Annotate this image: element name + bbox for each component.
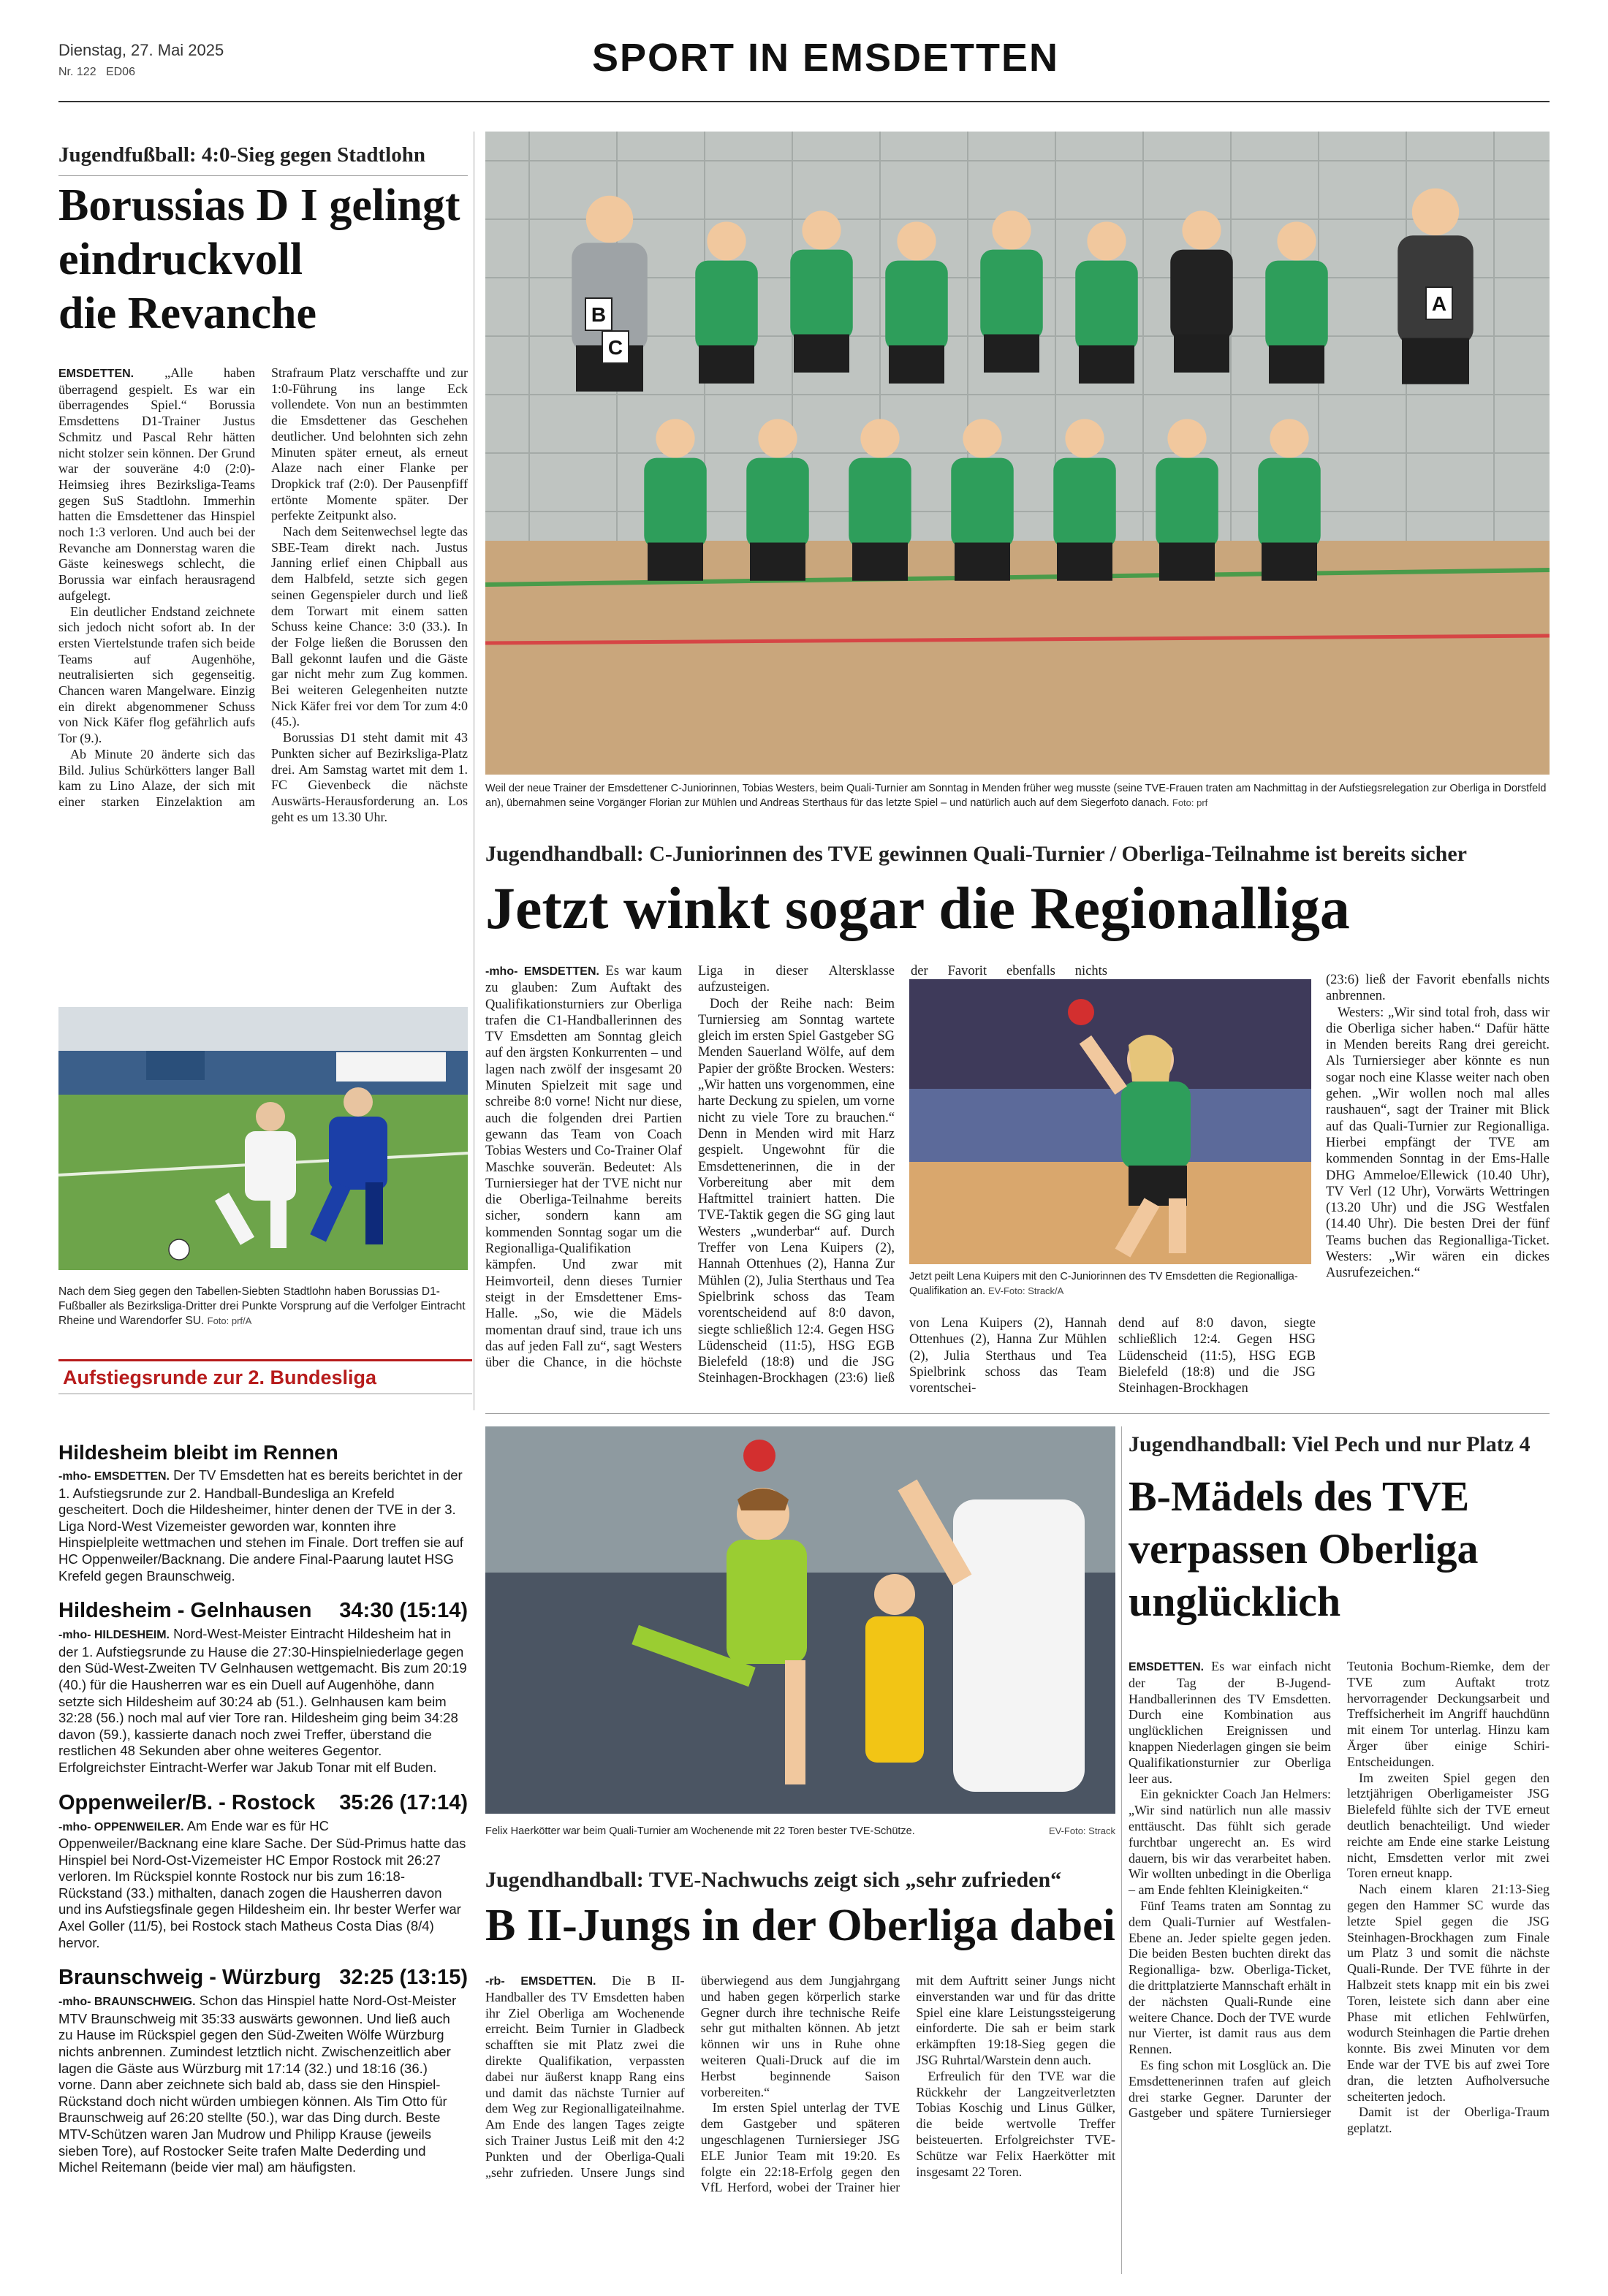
paragraph: (23:6) ließ der Favorit ebenfalls nichts anbrennen.: [1326, 973, 1550, 1004]
paragraph: EMSDETTEN. Es war einfach nicht der Tag der B-Jugend-Handballerinnen des TV Emsdetten. Durch eine Kombination aus unglücklichen Ereignissen und knappen Niederlagen gingen sie beim Qualifikationsturnier zur Oberliga leer aus.: [1129, 1659, 1331, 1786]
photo-credit: Foto: prf: [1172, 797, 1208, 808]
game-score: 34:30 (15:14): [339, 1599, 468, 1623]
felix-photo: [485, 1426, 1115, 1814]
svg-text:A: A: [1431, 292, 1447, 315]
header-rule: [58, 101, 1550, 102]
felix-caption: Felix Haerkötter war beim Quali-Turnier am Wochenende mit 22 Toren bester TVE-Schütze. EV-Foto: Strack: [485, 1825, 1115, 1837]
game-teams: Oppenweiler/B. - Rostock: [58, 1790, 316, 1814]
dateline: EMSDETTEN.: [58, 368, 134, 380]
lanyard-badge: [585, 298, 612, 330]
regionalliga-headline: Jetzt winkt sogar die Regionalliga: [485, 875, 1350, 941]
bii-body: [485, 1973, 1115, 2273]
issue-number: [58, 66, 135, 79]
paragraph: Nach einem klaren 21:13-Sieg gegen den Hammer SC wurde das letzte Spiel gegen die JSG Steinhagen-Brockhagen zum Finale um Platz 3 und somit die nächste Quali-Runde. Der TVE führte in der Halbzeit stets knapp mit ein bis zwei Toren, leistete sich dann aber eine Phase mit etlichen Fehlwürfen, wodurch Steinhagen die Partie drehen konnte. Bis zwei Minuten vor dem Ende war der TVE bis auf zwei Tore dran, die letzten Aufholversuche scheiterten jedoch.: [1347, 1882, 1550, 2104]
game-heading: [58, 1966, 468, 1990]
column-divider: [1121, 1426, 1122, 2274]
football-photo: [58, 1007, 468, 1270]
game-text: -mho- OPPENWEILER. Am Ende war es für HC Oppenweiler/Backnang eine klare Sache. Der Süd-Primus hatte das Hinspiel bei Nord-Ost-Vizemeister HC Empor Rostock mit 26:27 verloren. Im Rückspiel konnte Rostock nur bis zum 16:18-Rückstand (33.) mithalten, danach zogen die Hausherren davon und ins Aufstiegsfinale gegen Hildesheim ein. Ihr bester Werfer war Axel Goller (11/5), bei Rostock stach Matheus Costa Dias (8/4) hervor.: [58, 1817, 466, 1950]
paragraph: -rb- EMSDETTEN. Die B II-Handballer des TV Emsdetten haben ihr Ziel Oberliga am Wochenende erreicht. Beim Turnier in Gladbeck schafften sie mit Platz zwei die direkte Qualifikation, verpassten dabei nur äußerst knapp Rang eins und damit das nächste Turnier auf dem Weg zur Regionalligateilnahme. Am Ende des langen Tages zeigte sich Trainer Justus Leiß mit den 4:2 Punkten und der Oberliga-Quali „sehr zufrieden. Unsere Jungs sind überwiegend aus dem Jungjahrgang und haben gegen körperlich starke Gegner durch ihre technische Reife sehr gut mithalten können. Ab jetzt können wir uns in Ruhe ohne weiteren Quali-Druck auf die im Herbst beginnende Saison vorbereiten.“: [485, 1973, 900, 2180]
paragraph: Damit ist der Oberliga-Traum geplatzt.: [1347, 2105, 1550, 2136]
paragraph: Es fing schon mit Losglück an. Die Emsdettenerinnen trafen auf gleich drei starke Gegner. Darunter der Gastgeber und spätere Turniersieger Teutonia Bochum-Riemke, dem der TVE zum Auftakt trotz hervorragender Deckungsarbeit und Treffsicherheit im Angriff hauchdünn mit einem Tor unterlag. Hinzu kam Ärger über einige Schiri-Entscheidungen.: [1129, 1659, 1550, 2121]
headline-line: unglücklich: [1129, 1578, 1341, 1625]
svg-text:B: B: [591, 303, 607, 326]
team-photo: [485, 132, 1550, 775]
section-title: SPORT IN EMSDETTEN: [592, 36, 1060, 80]
kicker-rule: [58, 175, 468, 176]
paragraph: Ein geknickter Coach Jan Helmers: „Wir sind natürlich nun alle massiv enttäuscht. Das fühlt sich gerade furchtbar ungerecht an. Es wird dauern, bis wir das verarbeitet haben. Wir wollten unbedingt in die Oberliga – am Ende fehlten Kleinigkeiten.“: [1129, 1787, 1331, 1898]
dateline: -mho- EMSDETTEN.: [485, 965, 599, 978]
svg-text:C: C: [607, 336, 623, 359]
paragraph: Borussias D1 steht damit mit 43 Punkten sicher auf Bezirksliga-Platz drei. Am Samstag wartet mit dem 1. FC Gievenbeck die nächste Auswärts-Herausforderung an. Los geht es um 13.30 Uhr.: [271, 730, 468, 824]
headline-line: eindruckvoll: [58, 235, 303, 284]
lanyard-badge: [602, 331, 629, 363]
headline-line: die Revanche: [58, 289, 317, 338]
paragraph: Westers: „Wir sind total froh, dass wir die Oberliga sicher haben.“ Dafür hätte in Menden bereits Rang drei gereicht. Als Turniersieger aber könnte es nun sogar noch eine Klasse weiter nach oben gehen. „Wir wollen noch mal alles raushauen“, sagt der Trainer mit Blick auf das Quali-Turnier zur Regionalliga. Hierbei empfängt der TVE am kommenden Sonntag in der Ems-Halle DHG Ammeloe/Ellewick (10.40 Uhr), TV Verl (12 Uhr), Vorwärts Wettringen (13.20 Uhr) und die JSG Westfalen (14.40 Uhr). Die besten Drei der fünf Teams buchen das Regionalliga-Ticket. Westers: „Wir wären ein dickes Ausrufezeichen.“: [1326, 1005, 1550, 1281]
paragraph: Nach dem Seitenwechsel legte das SBE-Team direkt nach. Justus Janning erlief einen Chipball aus dem Halbfeld, setzte sich gegen seinen Gegenspieler durch und ließ dem Torwart mit einem satten Schuss keine Chance: 3:0 (33.). In der Folge ließen die Borussen den Ball gekonnt laufen und die Gäste gar nicht mehr zum Zug kommen. Bei weiteren Gelegenheiten nutzte Nick Käfer frei vor dem Tor zum 4:0 (45.).: [271, 524, 468, 729]
team-photo-caption: Weil der neue Trainer der Emsdettener C-Juniorinnen, Tobias Westers, beim Quali-Turnier am Sonntag in Menden früher weg musste (seine TVE-Frauen traten am Nachmittag in der Aufstiegsrelegation zur Oberliga in Dorstfeld an), übernahmen seine Vorgänger Florian zur Mühlen und Andreas Sterthaus für das letzte Spiel – und natürlich auch auf dem Siegerfoto danach. Foto: prf: [485, 783, 1547, 809]
paragraph: von Lena Kuipers (2), Hannah Ottenhues (2), Hanna Zur Mühlen (2), Julia Sterthaus und Tea Spielbrink schoss das Team vorentschei-: [909, 1316, 1107, 1396]
issue-nr: Nr. 122: [58, 66, 96, 78]
bii-kicker: Jugendhandball: TVE-Nachwuchs zeigt sich „sehr zufrieden“: [485, 1868, 1062, 1892]
borussia-body: [58, 365, 468, 979]
dateline: EMSDETTEN.: [1129, 1661, 1205, 1673]
bmaedels-headline: [1129, 1470, 1550, 1628]
game-score: 32:25 (13:15): [339, 1966, 468, 1990]
game-heading: [58, 1599, 468, 1623]
game-text: -mho- HILDESHEIM. Nord-West-Meister Eintracht Hildesheim hat in der 1. Aufstiegsrunde zu Hause die 27:30-Hinspielniederlage gegen den Süd-West-Zweiten TV Gelnhausen wettgemacht. Bis zum 20:19 (40.) für die Hausherren war es ein Duell auf Augenhöhe, dann setzte sich Hildesheim auf 30:24 ab (51.). Gelnhausen kam beim 32:28 (56.) noch mal auf vier Tore ran. Hildesheim ging beim 34:28 davon (59.), kassierte danach noch zwei Treffer, überstand die restlichen 48 Sekunden aber ohne weiteres Gegentor. Erfolgreichster Eintracht-Werfer war Jakub Tonar mit elf Buden.: [58, 1626, 467, 1775]
paragraph: Doch der Reihe nach: Beim Turniersieg am Sonntag wartete gleich im ersten Spiel Gastgeber SG Menden Sauerland Wölfe, auf dem Papier der größte Brocken. Westers: „Wir hatten uns vorgenommen, eine harte Deckung zu spielen, um vorne nicht zu viele Tore zu brauchen.“ Denn in Menden wird mit Harz gespielt. Ungewohnt für die Emsdettenerinnen, die in der Vorbereitung aber mit dem Haftmittel trainiert hatten. Die TVE-Taktik gegen die SG ging laut Westers „wunderbar“ auf. Durch Treffer von Lena Kuipers (2), Hannah Ottenhues (2), Hanna Zur Mühlen (2), Julia Sterthaus und Tea Spielbrink schoss das Team vorentscheidend auf 8:0 davon, siegte schließlich 12:4. Gegen HSG Lüdenscheid (11:5), HSG EGB Bielefeld (18:8) und die JSG Steinhagen-Brockhagen (23:6) ließ der Favorit ebenfalls nichts: [698, 964, 1107, 1386]
bundesliga-results: [58, 1441, 468, 2176]
game-text: -mho- BRAUNSCHWEIG. Schon das Hinspiel hatte Nord-Ost-Meister MTV Braunschweig mit 35:33 auswärts gewonnen. Und ließ auch zu Hause im Rückspiel gegen den Süd-Zweiten Wölfe Würzburg nichts anbrennen. Zumindest letztlich nicht. Zwischenzeitlich aber lagen die Gäste aus Würzburg mit 17:14 (32.) und 18:16 (36.) vorne. Dann aber zeichnete sich bald ab, dass sie den Hinspiel-Rückstand doch nicht würden umbiegen können. Als Tim Otto für Braunschweig auf 26:20 stellte (50.), war das Ding durch. Beste MTV-Schützen waren Jan Mudrow und Philipp Krause (jeweils sieben Tore), auf Rostocker Seite trafen Malte Dederding und Michel Reitemann (beide vier mal) am häufigsten.: [58, 1993, 457, 2175]
photo-credit: EV-Foto: Strack/A: [988, 1285, 1064, 1296]
paragraph: EMSDETTEN. „Alle haben überragend gespielt. Es war ein überragendes Spiel.“ Borussia Emsdettens D1-Trainer Justus Schmitz und Pascal Rehr hätten nicht stolzer sein können. Der Grund war der souveräne 4:0 (2:0)-Heimsieg ihres Bezirksliga-Teams gegen SuS Stadtlohn. Immerhin hatten die Emsdettener das Hinspiel noch 1:3 verloren. Und auch bei der Revanche am Donnerstag waren die Gäste keineswegs schlecht, die Borussia war einfach herausragend aufgelegt.: [58, 365, 255, 603]
edition-code: ED06: [105, 66, 135, 78]
paragraph: Ein deutlicher Endstand zeichnete sich jedoch nicht sofort ab. In der ersten Viertelstunde trafen sich beide Teams auf Augenhöhe, neutralisierten sich gegenseitig. Chancen waren Mangelware. Einzig ein direkt abgenommener Schuss von Nick Käfer flog gefährlich aufs Tor (9.).: [58, 604, 255, 746]
bmaedels-kicker: Jugendhandball: Viel Pech und nur Platz 4: [1129, 1432, 1531, 1456]
paragraph: -mho- EMSDETTEN. Es war kaum zu glauben: Zum Auftakt des Qualifikationsturniers zur Oberliga trafen die C1-Handballerinnen des TV Emsdetten am Sonntag gleich auf den ärgsten Konkurrenten – und lagen nach zwölf der insgesamt 20 Minuten Spielzeit mit sage und schreibe 8:0 vorne! Nicht nur diese, auch die folgenden drei Partien gewann das Team von Coach Tobias Westers und Co-Trainer Olaf Maschke souverän. Bedeutet: Als Turniersieger hat der TVE nicht nur die Oberliga-Teilnahme bereits sicher, sondern kann am kommenden Sonntag sogar um die Regionalliga-Qualifikation kämpfen. Und zwar mit Heimvorteil, denn dieses Turnier steigt in der Emsdettener Ems-Halle. „So, wie die Mädels momentan drauf sind, traue ich uns das auf jeden Fall zu“, sagt Westers über die Chance, in die höchste Liga in dieser Altersklasse aufzusteigen.: [485, 964, 895, 1371]
lena-caption: Jetzt peilt Lena Kuipers mit den C-Juniorinnen des TV Emsdetten die Regionalliga-Qualifikation an. EV-Foto: Strack/A: [909, 1271, 1298, 1297]
bmaedels-body: [1129, 1659, 1550, 2273]
bii-headline: B II-Jungs in der Oberliga dabei: [485, 1901, 1115, 1950]
paragraph: Im zweiten Spiel gegen den letztjährigen Oberligameister JSG Bielefeld fühlte sich der TVE erneut deutlich benachteiligt. Und wieder reichte am Ende eine starke Leistung nicht, Emsdetten verlor mit zwei Toren erneut knapp.: [1347, 1770, 1550, 1881]
bundesliga-banner: Aufstiegsrunde zur 2. Bundesliga: [58, 1359, 472, 1394]
regionalliga-body-c: [1118, 1315, 1316, 1396]
football-caption: Nach dem Sieg gegen den Tabellen-Siebten Stadtlohn haben Borussias D1-Fußballer als Bezirksliga-Dritter drei Punkte Vorsprung auf die Verfolger Eintracht Rheine und Warendorfer SU. Foto: prf/A: [58, 1285, 466, 1327]
photo-credit: EV-Foto: Strack: [1048, 1825, 1115, 1836]
headline-line: verpassen Oberliga: [1129, 1525, 1479, 1573]
headline-line: B-Mädels des TVE: [1129, 1472, 1470, 1520]
intro-heading: Hildesheim bleibt im Rennen: [58, 1441, 338, 1464]
paragraph: Ab Minute 20 änderte sich das Bild. Julius Schürkötters langer Ball kam zu Lino Alaze, der sich mit einer starken Einzelaktion am Strafraum Platz verschaffte und zur 1:0-Führung ins lange Eck vollendete. Von nun an bestimmten die Emsdettener das Geschehen deutlicher. Und belohnten sich zehn Minuten später erneut, als erneut Alaze nach einer Flanke per Dropkick traf (2:0). Der Pausenpfiff ertönte Momente später. Der perfekte Zeitpunkt also.: [58, 365, 468, 809]
game-score: 35:26 (17:14): [339, 1790, 468, 1814]
paragraph: Erfreulich für den TVE war die Rückkehr der Langzeitverletzten Tobias Koschig und Linus Gülker, die beide wertvolle Treffer beisteuerten. Erfolgreichster TVE-Schütze war Felix Haerkötter mit insgesamt 22 Toren.: [916, 2068, 1115, 2179]
paragraph: Im ersten Spiel unterlag der TVE dem Gastgeber und späteren ungeschlagenen Turniersieger JSG ELE Junior Team mit 19:20. Es folgte ein 22:18-Erfolg gegen den VfL Herford, wobei der Trainer hier mit dem Auftritt seiner Jungs nicht einverstanden war und für das dritte Spiel eine klare Leistungssteigerung einforderte. Die sah er beim stark erkämpften 19:18-Sieg gegen die JSG Ruhrtal/Warstein denn auch.: [700, 1973, 1115, 2195]
paragraph: dend auf 8:0 davon, siegte schließlich 12:4. Gegen HSG Lüdenscheid (11:5), HSG EGB Bielefeld (18:8) und die JSG Steinhagen-Brockhagen: [1118, 1316, 1316, 1396]
section-rule: [485, 1413, 1550, 1414]
game-teams: Hildesheim - Gelnhausen: [58, 1599, 312, 1623]
regionalliga-kicker: Jugendhandball: C-Juniorinnen des TVE gewinnen Quali-Turnier / Oberliga-Teilnahme ist bereits sicher: [485, 842, 1467, 866]
lanyard-badge: [1426, 287, 1452, 319]
borussia-headline: [58, 178, 482, 341]
lena-photo: [909, 979, 1311, 1264]
headline-line: Borussias D I gelingt: [58, 180, 460, 230]
issue-date: Dienstag, 27. Mai 2025: [58, 41, 224, 59]
regionalliga-body-d: [1326, 972, 1550, 1396]
game-teams: Braunschweig - Würzburg: [58, 1966, 322, 1990]
game-heading: [58, 1791, 468, 1815]
paragraph: Fünf Teams traten am Sonntag zu dem Quali-Turnier auf Westfalen-Ebene an. Jeder spielte gegen jeden. Die beiden Besten buchten direkt das Regionalliga- bzw. Oberliga-Ticket, die drittplatzierte Mannschaft erhält in der nächsten Quali-Runde eine weitere Chance. Doch der TVE wurde nur Vierter, ist damit raus aus dem Rennen.: [1129, 1898, 1331, 2057]
photo-credit: Foto: prf/A: [207, 1315, 252, 1326]
regionalliga-body-b: [909, 1315, 1107, 1396]
intro-text: -mho- EMSDETTEN. Der TV Emsdetten hat es bereits berichtet in der 1. Aufstiegsrunde zur 2. Handball-Bundesliga an Krefeld gescheitert. Doch die Hildesheimer, hinter denen der TVE in der 3. Liga Nord-West Vizemeister geworden war, konnten ihre Hinspielpleite wettmachen und stehen im Finale. Dort treffen sie auf HC Oppenweiler/Backnang. Die andere Final-Paarung lautet HSG Krefeld gegen Braunschweig.: [58, 1467, 463, 1584]
borussia-kicker: Jugendfußball: 4:0-Sieg gegen Stadtlohn: [58, 143, 425, 167]
dateline: -rb- EMSDETTEN.: [485, 1975, 596, 1988]
